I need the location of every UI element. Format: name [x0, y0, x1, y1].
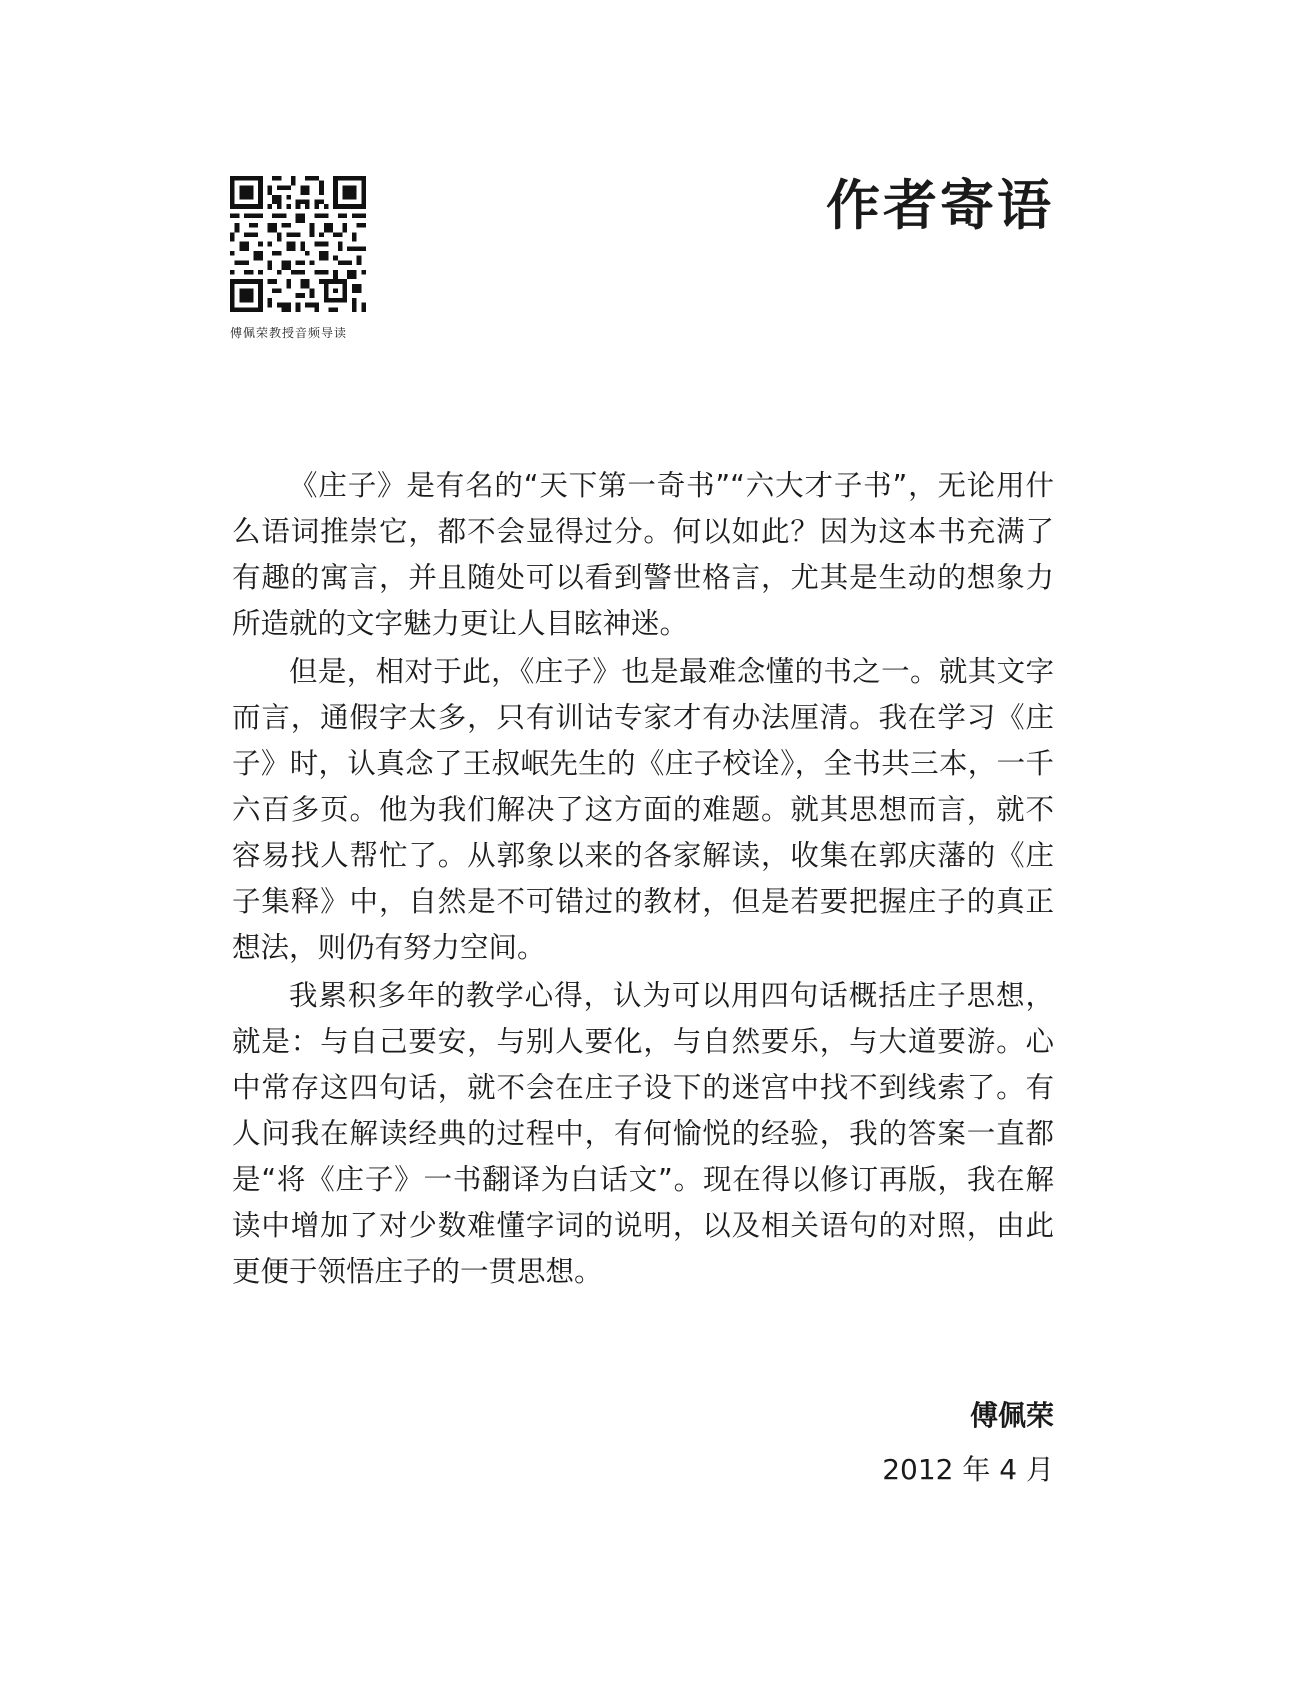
- qr-code-icon: [230, 176, 366, 312]
- paragraph: 我累积多年的教学心得，认为可以用四句话概括庄子思想，就是：与自己要安，与别人要化，与自然要乐，与大道要游。心中常存这四句话，就不会在庄子设下的迷宫中找不到线索了。有人问我在解读经典的过程中，有何愉悦的经验，我的答案一直都是“将《庄子》一书翻译为白话文”。现在得以修订再版，我在解读中增加了对少数难懂字词的说明，以及相关语句的对照，由此更便于领悟庄子的一贯思想。: [232, 979, 1054, 1288]
- qr-caption: 傅佩荣教授音频导读: [230, 326, 348, 340]
- body-text: [232, 463, 1054, 1297]
- paragraph: 但是，相对于此，《庄子》也是最难念懂的书之一。就其文字而言，通假字太多，只有训诂专家才有办法厘清。我在学习《庄子》时，认真念了王叔岷先生的《庄子校诠》，全书共三本，一千六百多页。他为我们解决了这方面的难题。就其思想而言，就不容易找人帮忙了。从郭象以来的各家解读，收集在郭庆藩的《庄子集释》中，自然是不可错过的教材，但是若要把握庄子的真正想法，则仍有努力空间。: [232, 655, 1054, 964]
- signature-block: [882, 1396, 1054, 1490]
- paragraph: 《庄子》是有名的“天下第一奇书”“六大才子书”，无论用什么语词推崇它，都不会显得过分。何以如此？因为这本书充满了有趣的寓言，并且随处可以看到警世格言，尤其是生动的想象力所造就的文字魅力更让人目眩神迷。: [232, 469, 1054, 640]
- author-name: 傅佩荣: [969, 1399, 1054, 1432]
- page-title: 作者寄语: [826, 173, 1054, 237]
- qr-block: [230, 176, 370, 341]
- signature-date: 2012 年 4 月: [882, 1453, 1054, 1486]
